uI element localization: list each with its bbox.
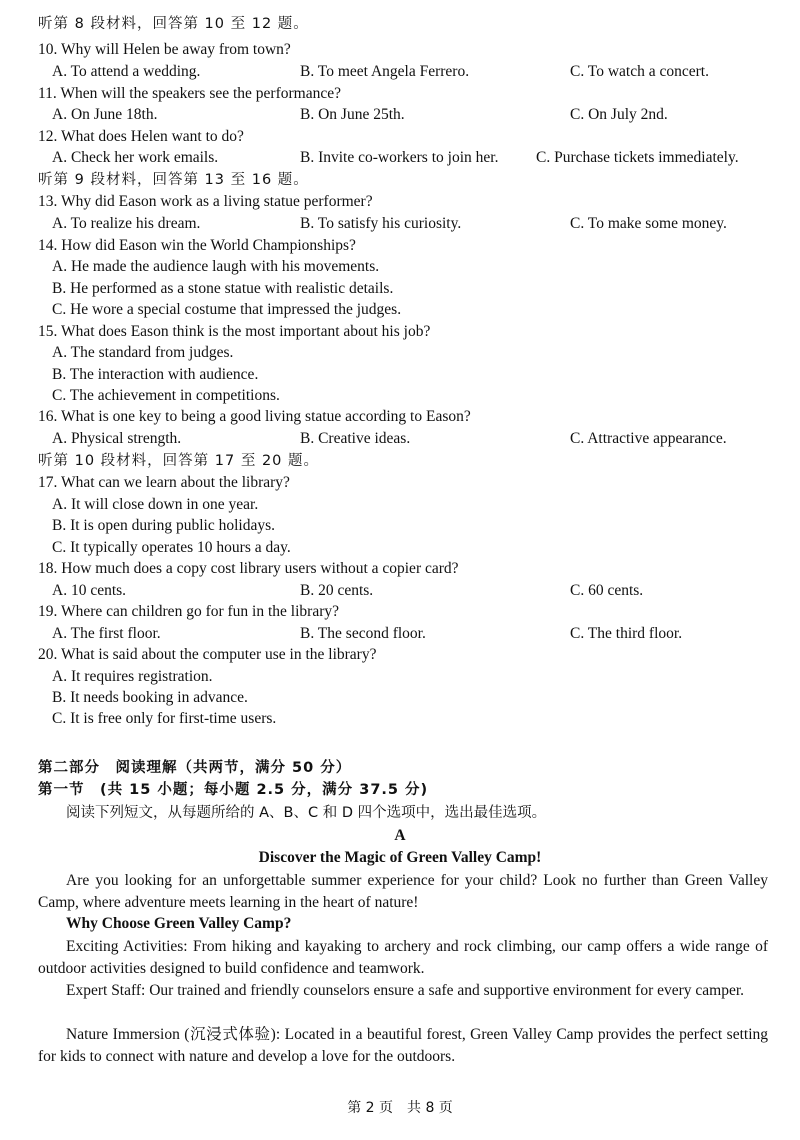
paragraph-nature: Nature Immersion (沉浸式体验): Located in a beautiful forest, Green Valley Camp provides the perfect setting for kids to connect with nature and develop a love for the outdoors.: [38, 1026, 768, 1065]
option-a: A. It will close down in one year.: [52, 496, 259, 513]
option-a: A. The standard from judges.: [52, 344, 234, 361]
question-20: 20. What is said about the computer use in the library?: [38, 646, 377, 663]
question-15: 15. What does Eason think is the most important about his job?: [38, 323, 431, 340]
option-b: B. The interaction with audience.: [52, 366, 259, 383]
option-a: A. The first floor.: [52, 625, 161, 642]
option-c: C. Purchase tickets immediately.: [536, 149, 739, 166]
page-footer: 第 2 页 共 8 页: [347, 1100, 453, 1116]
intro-paragraph: Are you looking for an unforgettable summer experience for your child? Look no further than Green Valley Camp, where adventure meets learning in the heart of nature!: [38, 872, 768, 911]
option-a: A. To realize his dream.: [52, 215, 201, 232]
question-11: 11. When will the speakers see the performance?: [38, 85, 341, 102]
question-10: 10. Why will Helen be away from town?: [38, 41, 291, 58]
option-b: B. To meet Angela Ferrero.: [300, 63, 470, 80]
option-b: B. To satisfy his curiosity.: [300, 215, 462, 232]
option-a: A. Check her work emails.: [52, 149, 219, 166]
option-c: C. The achievement in competitions.: [52, 387, 280, 404]
option-c: C. He wore a special costume that impressed the judges.: [52, 301, 402, 318]
question-19: 19. Where can children go for fun in the library?: [38, 603, 339, 620]
option-c: C. The third floor.: [570, 625, 683, 642]
option-a: A. On June 18th.: [52, 106, 158, 123]
question-17: 17. What can we learn about the library?: [38, 474, 290, 491]
option-b: B. It is open during public holidays.: [52, 517, 276, 534]
section-title: 第一节 (共 15 小题；每小题 2.5 分，满分 37.5 分): [38, 782, 429, 798]
option-b: B. 20 cents.: [300, 582, 374, 599]
section-heading: 听第 9 段材料，回答第 13 至 16 题。: [38, 172, 309, 188]
option-c: C. On July 2nd.: [570, 106, 668, 123]
option-b: B. It needs booking in advance.: [52, 689, 248, 706]
option-a: A. 10 cents.: [52, 582, 127, 599]
option-b: B. On June 25th.: [300, 106, 405, 123]
question-12: 12. What does Helen want to do?: [38, 128, 244, 145]
question-14: 14. How did Eason win the World Championships?: [38, 237, 356, 254]
option-c: C. Attractive appearance.: [570, 430, 727, 447]
option-a: A. He made the audience laugh with his movements.: [52, 258, 380, 275]
passage-letter: A: [394, 827, 406, 844]
option-a: A. It requires registration.: [52, 668, 213, 685]
part-title: 第二部分 阅读理解（共两节，满分 50 分）: [38, 760, 352, 776]
option-a: A. Physical strength.: [52, 430, 182, 447]
paragraph-activities: Exciting Activities: From hiking and kayaking to archery and rock climbing, our camp offers a wide range of outdoor activities designed to build confidence and teamwork.: [38, 938, 768, 977]
option-c: C. It is free only for first-time users.: [52, 710, 277, 727]
question-13: 13. Why did Eason work as a living statue performer?: [38, 193, 373, 210]
option-b: B. He performed as a stone statue with realistic details.: [52, 280, 394, 297]
option-b: B. The second floor.: [300, 625, 426, 642]
option-c: C. 60 cents.: [570, 582, 644, 599]
section-heading: 听第 8 段材料，回答第 10 至 12 题。: [38, 16, 309, 32]
option-c: C. To watch a concert.: [570, 63, 709, 80]
question-16: 16. What is one key to being a good living statue according to Eason?: [38, 408, 471, 425]
option-b: B. Creative ideas.: [300, 430, 411, 447]
instruction: 阅读下列短文，从每题所给的 A、B、C 和 D 四个选项中，选出最佳选项。: [66, 805, 547, 821]
question-18: 18. How much does a copy cost library users without a copier card?: [38, 560, 459, 577]
paragraph-staff: Expert Staff: Our trained and friendly counselors ensure a safe and supportive environment for every camper.: [66, 982, 745, 999]
section-heading: 听第 10 段材料，回答第 17 至 20 题。: [38, 453, 320, 469]
option-a: A. To attend a wedding.: [52, 63, 201, 80]
subheading: Why Choose Green Valley Camp?: [66, 915, 292, 932]
option-c: C. It typically operates 10 hours a day.: [52, 539, 291, 556]
passage-title: Discover the Magic of Green Valley Camp!: [258, 849, 542, 866]
option-c: C. To make some money.: [570, 215, 727, 232]
option-b: B. Invite co-workers to join her.: [300, 149, 499, 166]
